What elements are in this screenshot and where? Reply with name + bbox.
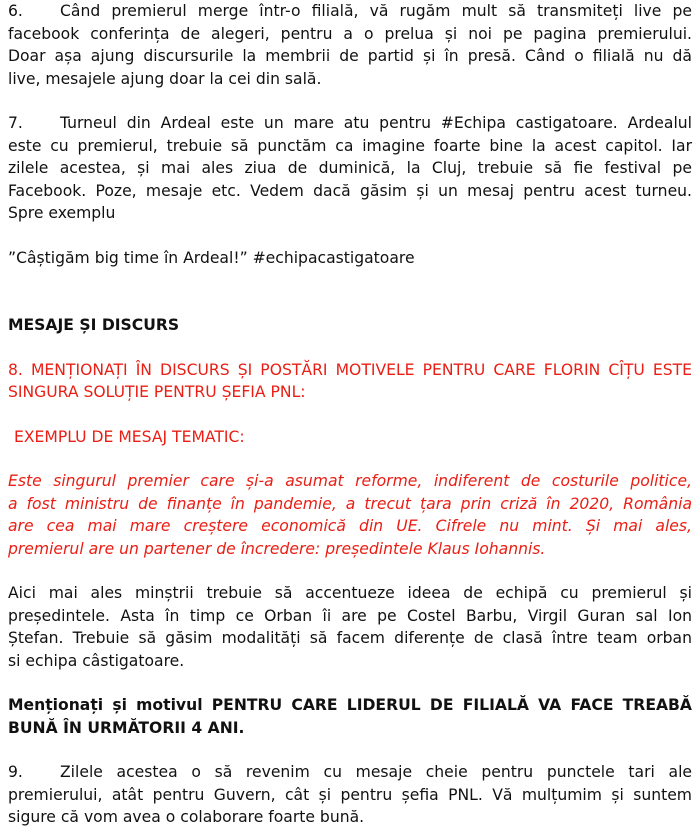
team-paragraph [8, 582, 692, 672]
paragraph-line: este cu premierul, trebuie să punctăm ca imagine foarte bine la acest capitol. Iar [8, 136, 692, 155]
paragraph-line: zilele acestea, și mai ales ziua de duminică, la Cluj, trebuie să fie festival pe [8, 159, 692, 177]
example-line: are cea mai mare creștere economică din UE. Cifrele nu mint. Și mai ales, [8, 517, 692, 535]
example-line: premierul are un partener de încredere: președintele Klaus Iohannis. [8, 539, 546, 558]
paragraph-7 [8, 112, 692, 225]
paragraph-line: Spre exemplu [8, 204, 116, 222]
paragraph-number: 7. [8, 114, 23, 132]
paragraph-number: 9. [8, 763, 23, 781]
paragraph-line: si echipa câstigatoare. [8, 651, 185, 670]
paragraph-line: președintele. Asta în timp ce Orban îi are pe Costel Barbu, Virgil Guran sal Ion [8, 606, 692, 625]
document-page [8, 0, 692, 829]
example-line: Este singurul premier care și-a asumat reforme, indiferent de costurile politice, [8, 472, 692, 490]
paragraph-line: Turneul din Ardeal este un mare atu pentru #Echipa castigatoare. Ardealul [60, 114, 692, 132]
section-heading: MESAJE ȘI DISCURS [8, 316, 180, 334]
paragraph-line: facebook conferința de alegeri, pentru a o prelua și noi pe pagina premierului. [8, 24, 692, 43]
paragraph-line: Aici mai ales minștrii trebuie să accentueze ideea de echipă cu premierul și [8, 584, 692, 602]
paragraph-line: sigure că vom avea o colaborare foarte bună. [8, 808, 365, 826]
paragraph-line: Când premierul merge într-o filială, vă rugăm mult să transmiteți live pe [60, 2, 692, 20]
paragraph-line: Doar așa ajung discursurile la membrii de partid și în presă. Când o filială nu dă [8, 47, 692, 65]
paragraph-number: 6. [8, 2, 23, 20]
example-message [8, 470, 692, 560]
paragraph-line: Ștefan. Trebuie să găsim modalități să facem diferențe de clasă între team orban [8, 629, 692, 647]
paragraph-9 [8, 761, 692, 829]
paragraph-line: Facebook. Poze, mesaje etc. Vedem dacă găsim și un mesaj pentru acest turneu. [8, 181, 692, 200]
example-heading: EXEMPLU DE MESAJ TEMATIC: [14, 427, 245, 446]
paragraph-line: live, mesajele ajung doar la cei din sală. [8, 69, 322, 88]
paragraph-line: premierului, atât pentru Guvern, cât și pentru șefia PNL. Vă mulțumim și suntem [8, 785, 692, 804]
heading-line: SINGURA SOLUȚIE PENTRU ȘEFIA PNL: [8, 383, 306, 401]
slogan: ”Câștigăm big time în Ardeal!” #echipacastigatoare [8, 248, 415, 267]
point-8-heading [8, 359, 692, 404]
paragraph-6 [8, 0, 692, 90]
heading-line: 8. MENȚIONAȚI ÎN DISCURS ȘI POSTĂRI MOTIVELE PENTRU CARE FLORIN CÎȚU ESTE [8, 360, 692, 379]
paragraph-line: BUNĂ ÎN URMĂTORII 4 ANI. [8, 718, 245, 737]
example-line: a fost ministru de finanțe în pandemie, a trecut țara prin criză în 2020, România [8, 494, 692, 513]
paragraph-line: Menționați și motivul PENTRU CARE LIDERUL DE FILIALĂ VA FACE TREABĂ [8, 696, 692, 714]
leader-paragraph [8, 694, 692, 739]
paragraph-line: Zilele acestea o să revenim cu mesaje cheie pentru punctele tari ale [60, 763, 692, 781]
